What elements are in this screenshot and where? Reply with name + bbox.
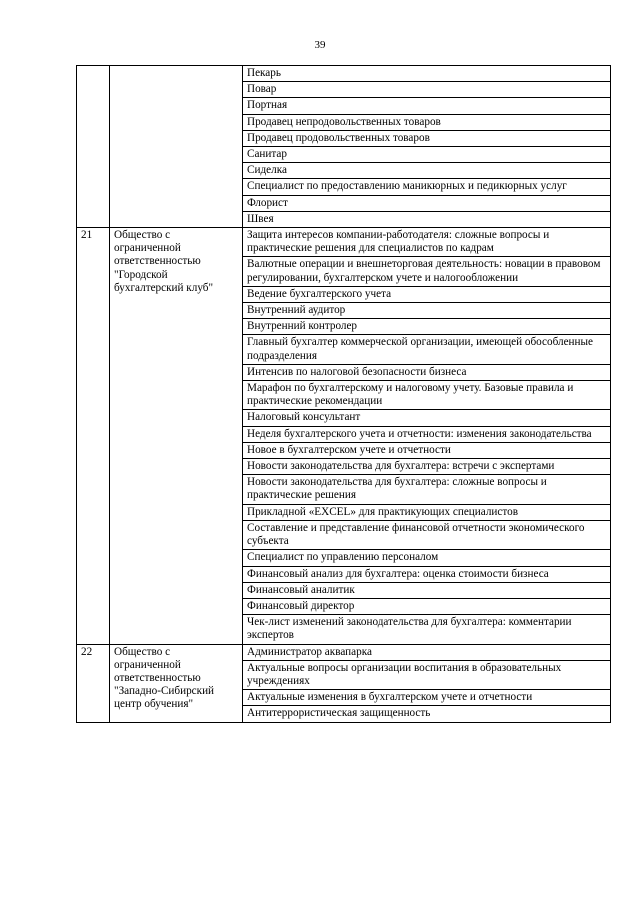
table-row [77, 228, 611, 257]
program-cell: Финансовый директор [243, 598, 611, 614]
program-cell: Защита интересов компании-работодателя: сложные вопросы и практические решения для специалистов по кадрам [243, 228, 611, 257]
program-cell: Новости законодательства для бухгалтера: сложные вопросы и практические решения [243, 475, 611, 504]
program-cell: Санитар [243, 147, 611, 163]
organization-cell: Общество с ограниченной ответственностью "Западно-Сибирский центр обучения" [110, 644, 243, 722]
program-cell: Флорист [243, 195, 611, 211]
program-cell: Главный бухгалтер коммерческой организации, имеющей обособленные подразделения [243, 335, 611, 364]
page-number: 39 [314, 39, 326, 51]
organization-cell: Общество с ограниченной ответственностью "Городской бухгалтерский клуб" [110, 228, 243, 644]
program-cell: Администратор аквапарка [243, 644, 611, 660]
program-cell: Актуальные изменения в бухгалтерском учете и отчетности [243, 690, 611, 706]
organization-cell [110, 66, 243, 228]
table-row [77, 644, 611, 660]
program-cell: Новости законодательства для бухгалтера: встречи с экспертами [243, 459, 611, 475]
program-cell: Прикладной «EXCEL» для практикующих специалистов [243, 504, 611, 520]
program-cell: Чек-лист изменений законодательства для бухгалтера: комментарии экспертов [243, 615, 611, 644]
program-cell: Финансовый аналитик [243, 582, 611, 598]
program-cell: Неделя бухгалтерского учета и отчетности: изменения законодательства [243, 426, 611, 442]
program-cell: Валютные операции и внешнеторговая деятельность: новации в правовом регулировании, бухгалтерском учете и налогообложении [243, 257, 611, 286]
program-cell: Финансовый анализ для бухгалтера: оценка стоимости бизнеса [243, 566, 611, 582]
program-cell: Продавец продовольственных товаров [243, 130, 611, 146]
program-cell: Швея [243, 211, 611, 227]
training-programs-table [76, 65, 611, 723]
program-cell: Специалист по предоставлению маникюрных и педикюрных услуг [243, 179, 611, 195]
program-cell: Актуальные вопросы организации воспитания в образовательных учреждениях [243, 660, 611, 689]
program-cell: Новое в бухгалтерском учете и отчетности [243, 442, 611, 458]
program-cell: Налоговый консультант [243, 410, 611, 426]
row-number-cell: 21 [77, 228, 110, 644]
program-cell: Специалист по управлению персоналом [243, 550, 611, 566]
program-cell: Сиделка [243, 163, 611, 179]
table-row [77, 66, 611, 82]
program-cell: Внутренний аудитор [243, 303, 611, 319]
row-number-cell [77, 66, 110, 228]
program-cell: Продавец непродовольственных товаров [243, 114, 611, 130]
row-number-cell: 22 [77, 644, 110, 722]
program-cell: Внутренний контролер [243, 319, 611, 335]
table-body [77, 66, 611, 723]
program-cell: Повар [243, 82, 611, 98]
program-cell: Пекарь [243, 66, 611, 82]
program-cell: Портная [243, 98, 611, 114]
program-cell: Интенсив по налоговой безопасности бизнеса [243, 364, 611, 380]
program-cell: Антитеррористическая защищенность [243, 706, 611, 722]
program-cell: Ведение бухгалтерского учета [243, 286, 611, 302]
program-cell: Составление и представление финансовой отчетности экономического субъекта [243, 520, 611, 549]
program-cell: Марафон по бухгалтерскому и налоговому учету. Базовые правила и практические рекомендации [243, 381, 611, 410]
